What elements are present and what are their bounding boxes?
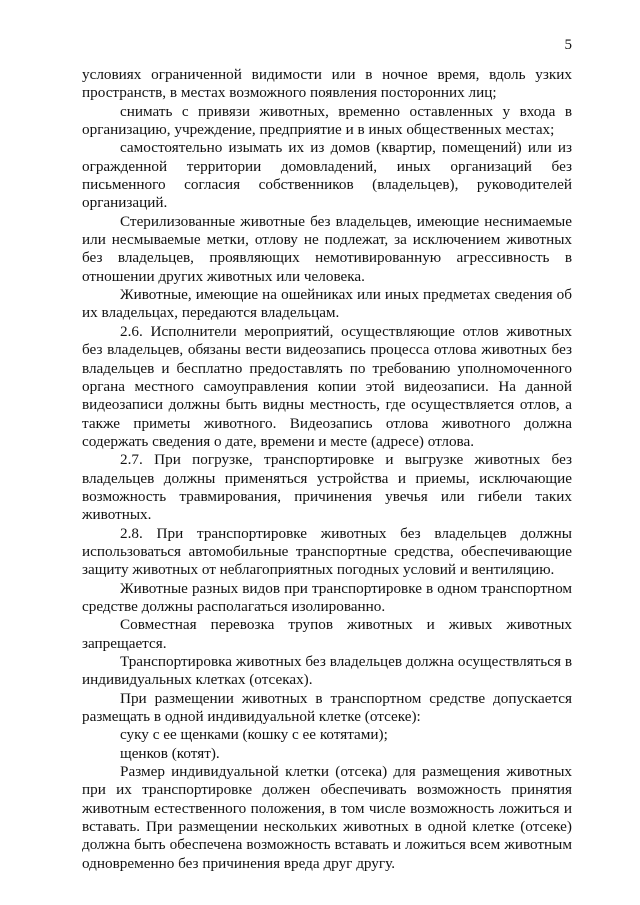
paragraph-sterilized-animals: Стерилизованные животные без владельцев, имеющие неснимаемые или несмываемые метки, отлову не подлежат, за исключением животных без владельцев, проявляющих немотивированную агрессивность в отношении других животных или человека.: [82, 212, 572, 285]
paragraph-cage-size: Размер индивидуальной клетки (отсека) для размещения животных при их транспортировке должен обеспечивать возможность принятия животным естественного положения, в том числе возможность ложиться и вставать. При размещении нескольких животных в одной клетке (отсеке) должна быть обеспечена возможность вставать и ложиться всем животным одновременно без причинения вреда друг другу.: [82, 763, 572, 872]
paragraph-puppies-kittens: щенков (котят).: [120, 744, 220, 762]
paragraph-seizure-from-homes: самостоятельно изымать их из домов (квартир, помещений) или из огражденной территории домовладений, иных организаций без письменного согласия собственников (владельцев), руководителей организаций.: [82, 139, 572, 212]
paragraph-2-6: 2.6. Исполнители мероприятий, осуществляющие отлов животных без владельцев, обязаны вести видеозапись процесса отлова животных без владельцев и бесплатно предоставлять по требованию уполномоченного органа местного самоуправления копии этой видеозаписи. На данной видеозаписи должны быть видны местность, где осуществляется отлов, а также приметы животного. Видеозапись отлова животного должна содержать сведения о дате, времени и месте (адресе) отлова.: [82, 322, 572, 450]
paragraph-shared-cage: При размещении животных в транспортном средстве допускается размещать в одной индивидуальной клетке (отсеке):: [82, 689, 572, 726]
paragraph-2-7: 2.7. При погрузке, транспортировке и выгрузке животных без владельцев должны применяться устройства и приемы, исключающие возможность травмирования, причинения увечья или гибели таких животных.: [82, 451, 572, 524]
paragraph-individual-cages: Транспортировка животных без владельцев должна осуществляться в индивидуальных клетках (отсеках).: [82, 653, 572, 689]
document-body: [82, 66, 572, 873]
paragraph-collar-info: Животные, имеющие на ошейниках или иных предметах сведения об их владельцах, передаются владельцам.: [82, 286, 572, 322]
paragraph-tether-removal: снимать с привязи животных, временно оставленных у входа в организацию, учреждение, предприятие и в иных общественных местах;: [82, 102, 572, 139]
paragraph-2-8: 2.8. При транспортировке животных без владельцев должны использоваться автомобильные транспортные средства, обеспечивающие защиту животных от неблагоприятных погодных условий и вентиляцию.: [82, 524, 572, 579]
paragraph-carcass-transport: Совместная перевозка трупов животных и живых животных запрещается.: [82, 616, 572, 652]
paragraph-continuation: условиях ограниченной видимости или в ночное время, вдоль узких пространств, в местах возможного появления посторонних лиц;: [82, 66, 572, 102]
paragraph-female-with-young: суку с ее щенками (кошку с ее котятами);: [120, 726, 388, 744]
paragraph-species-isolation: Животные разных видов при транспортировке в одном транспортном средстве должны располагаться изолированно.: [82, 579, 572, 615]
page-number: 5: [564, 37, 572, 53]
